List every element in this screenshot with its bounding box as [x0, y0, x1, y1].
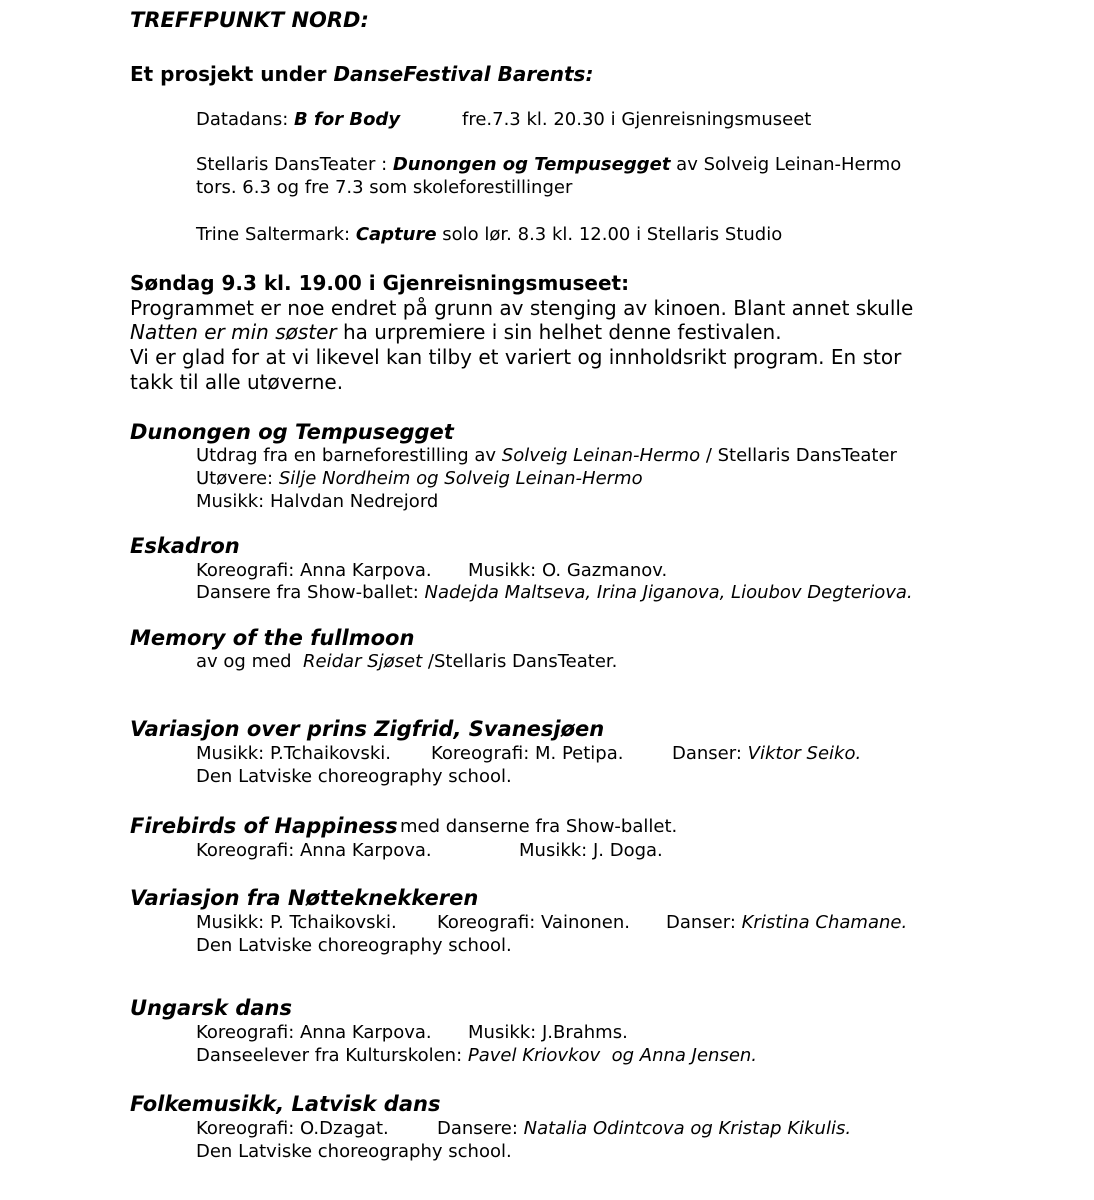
text: Pavel Kriovkov og Anna Jensen.	[467, 1045, 758, 1066]
event-post: av Solveig Leinan-Hermo	[670, 154, 902, 175]
ungarsk-line-1b: Musikk: J.Brahms.	[468, 1022, 628, 1043]
sunday-text-2	[130, 320, 782, 344]
event-stellaris-line2: tors. 6.3 og fre 7.3 som skoleforestillinger	[196, 177, 573, 198]
text: Reidar Sjøset	[303, 651, 428, 672]
sunday-rest: ha urpremiere i sin helhet denne festivalen.	[336, 320, 782, 344]
dunongen-line-2	[196, 468, 643, 489]
ungarsk-line-2	[196, 1045, 757, 1066]
zigfrid-line-1c	[672, 743, 861, 764]
project-name: DanseFestival Barents:	[333, 62, 594, 86]
sunday-heading: Søndag 9.3 kl. 19.00 i Gjenreisningsmuseet:	[130, 271, 630, 295]
event-stellaris	[196, 154, 901, 175]
eskadron-line-1b: Musikk: O. Gazmanov.	[468, 560, 668, 581]
program-title-eskadron: Eskadron	[130, 534, 240, 558]
project-line	[130, 62, 593, 86]
event-title: B for Body	[294, 109, 401, 130]
program-title-ungarsk: Ungarsk dans	[130, 996, 292, 1020]
event-title: Capture	[355, 224, 437, 245]
event-datadans	[196, 109, 400, 130]
program-title-notte: Variasjon fra Nøtteknekkeren	[130, 886, 479, 910]
zigfrid-line-1a: Musikk: P.Tchaikovski.	[196, 743, 391, 764]
text: Nadejda Maltseva, Irina Jiganova, Lioubov Degteriova.	[424, 582, 913, 603]
zigfrid-line-2: Den Latviske choreography school.	[196, 766, 512, 787]
event-title: Dunongen og Tempusegget	[392, 154, 671, 175]
event-datadans-info: fre.7.3 kl. 20.30 i Gjenreisningsmuseet	[462, 109, 812, 130]
program-title-memory: Memory of the fullmoon	[130, 626, 415, 650]
firebirds-line-1b: Musikk: J. Doga.	[519, 840, 663, 861]
program-title-dunongen: Dunongen og Tempusegget	[130, 420, 454, 444]
text: Natalia Odintcova og Kristap Kikulis.	[523, 1118, 852, 1139]
folk-line-2: Den Latviske choreography school.	[196, 1141, 512, 1162]
memory-line-1	[196, 651, 617, 672]
eskadron-line-2	[196, 582, 913, 603]
dunongen-line-3: Musikk: Halvdan Nedrejord	[196, 491, 439, 512]
firebirds-line-1a: Koreografi: Anna Karpova.	[196, 840, 432, 861]
event-capture	[196, 224, 782, 245]
folk-line-1a: Koreografi: O.Dzagat.	[196, 1118, 389, 1139]
text: Utøvere:	[196, 468, 279, 489]
program-title-folk: Folkemusikk, Latvisk dans	[130, 1092, 441, 1116]
firebirds-title-post: med danserne fra Show-ballet.	[400, 816, 678, 837]
project-prefix: Et prosjekt under	[130, 62, 334, 86]
sunday-italic: Natten er min søster	[130, 320, 337, 344]
text: Viktor Seiko.	[747, 743, 862, 764]
notte-line-1c	[666, 912, 907, 933]
ungarsk-line-1a: Koreografi: Anna Karpova.	[196, 1022, 432, 1043]
text: Utdrag fra en barneforestilling av	[196, 445, 502, 466]
notte-line-1b: Koreografi: Vainonen.	[437, 912, 630, 933]
sunday-text-3: Vi er glad for at vi likevel kan tilby et variert og innholdsrikt program. En stor	[130, 345, 902, 369]
text: Dansere fra Show-ballet:	[196, 582, 425, 603]
text: Solveig Leinan-Hermo	[501, 445, 701, 466]
text: Danseelever fra Kulturskolen:	[196, 1045, 468, 1066]
event-pre: Trine Saltermark:	[196, 224, 356, 245]
text: Danser:	[666, 912, 742, 933]
text: Dansere:	[437, 1118, 524, 1139]
program-title-zigfrid: Variasjon over prins Zigfrid, Svanesjøen	[130, 717, 605, 741]
notte-line-2: Den Latviske choreography school.	[196, 935, 512, 956]
folk-line-1b	[437, 1118, 851, 1139]
text: av og med	[196, 651, 304, 672]
text: /Stellaris DansTeater.	[427, 651, 618, 672]
event-pre: Datadans:	[196, 109, 295, 130]
notte-line-1a: Musikk: P. Tchaikovski.	[196, 912, 397, 933]
text: Danser:	[672, 743, 748, 764]
page-title: TREFFPUNKT NORD:	[130, 8, 369, 32]
eskadron-line-1a: Koreografi: Anna Karpova.	[196, 560, 432, 581]
text: / Stellaris DansTeater	[700, 445, 897, 466]
program-title-firebirds: Firebirds of Happiness	[130, 814, 398, 838]
dunongen-line-1	[196, 445, 897, 466]
text: Silje Nordheim og Solveig Leinan-Hermo	[278, 468, 643, 489]
event-pre: Stellaris DansTeater :	[196, 154, 393, 175]
sunday-text-4: takk til alle utøverne.	[130, 370, 344, 394]
zigfrid-line-1b: Koreografi: M. Petipa.	[431, 743, 624, 764]
text: Kristina Chamane.	[741, 912, 908, 933]
sunday-text-1: Programmet er noe endret på grunn av stenging av kinoen. Blant annet skulle	[130, 296, 914, 320]
event-post: solo lør. 8.3 kl. 12.00 i Stellaris Studio	[436, 224, 783, 245]
